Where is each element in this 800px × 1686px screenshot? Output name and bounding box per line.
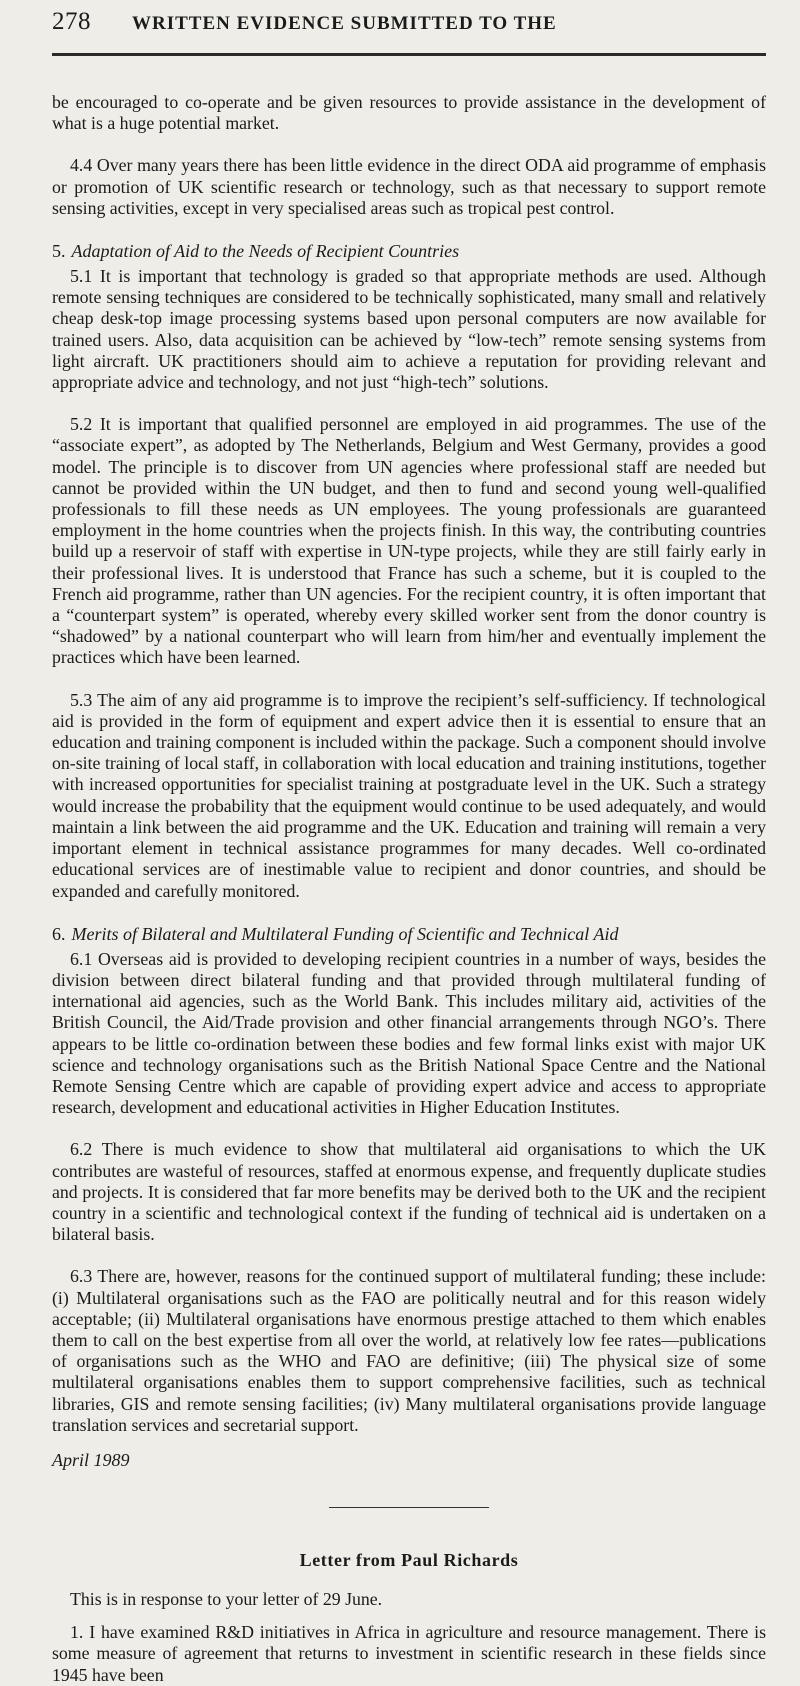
document-body — [52, 92, 766, 1686]
letter-paragraph-1: 1. I have examined R&D initiatives in Africa in agriculture and resource management. There is some measure of agreement that returns to investment in scientific research in these fields since 1945 have been — [52, 1622, 766, 1685]
paragraph-6-1: 6.1 Overseas aid is provided to developing recipient countries in a number of ways, besides the division between direct bilateral funding and that provided through multilateral funding of international aid agencies, such as the World Bank. This includes military aid, activities of the British Council, the Aid/Trade provision and other financial arrangements through NGO’s. There appears to be little co-ordination between these bodies and few formal links exist with major UK science and technology organisations such as the British National Space Centre and the National Remote Sensing Centre which are capable of providing expert advice and access to appropriate research, development and educational activities in Higher Education Institutes. — [52, 948, 766, 1118]
page-number: 278 — [52, 8, 91, 35]
paragraph-5-2: 5.2 It is important that qualified personnel are employed in aid programmes. The use of the “associate expert”, as adopted by The Netherlands, Belgium and West Germany, provides a good model. The principle is to discover from UN agencies where professional staff are needed but cannot be provided within the UN budget, and then to fund and second young well-qualified professionals to fill these needs as UN employees. The young professionals are guaranteed employment in the home countries when the projects finish. In this way, the contributing countries build up a reservoir of staff with expertise in UN-type projects, while they are still fairly early in their professional lives. It is understood that France has such a scheme, but it is coupled to the French aid programme, rather than UN agencies. For the recipient country, it is often important that a “counterpart system” is operated, whereby every skilled worker sent from the donor country is “shadowed” by a national counterpart who will learn from him/her and eventually implement the practices which have been learned. — [52, 414, 766, 668]
section-heading-5 — [52, 240, 766, 262]
paragraph-6-2: 6.2 There is much evidence to show that multilateral aid organisations to which the UK contributes are wasteful of resources, staffed at enormous expense, and frequently duplicate studies and projects. It is considered that far more benefits may be derived both to the UK and the recipient country in a scientific and technological context if the funding of technical aid is undertaken on a bilateral basis. — [52, 1139, 766, 1245]
paragraph-continuation: be encouraged to co-operate and be given resources to provide assistance in the development of what is a huge potential market. — [52, 92, 766, 134]
paragraph-4-4: 4.4 Over many years there has been little evidence in the direct ODA aid programme of emphasis or promotion of UK scientific research or technology, such as that necessary to support remote sensing activities, except in very specialised areas such as tropical pest control. — [52, 155, 766, 218]
section-title: Adaptation of Aid to the Needs of Recipient Countries — [71, 241, 460, 262]
header-rule — [52, 53, 766, 56]
section-number: 5. — [52, 241, 66, 262]
letter-title: Letter from Paul Richards — [299, 1549, 519, 1570]
paragraph-5-1: 5.1 It is important that technology is graded so that appropriate methods are used. Although remote sensing techniques are considered to be technically sophisticated, many small and relatively cheap desk-top image processing systems based upon personal computers are now available for trained users. Also, data acquisition can be achieved by “low-tech” remote sensing systems from light aircraft. UK practitioners should aim to achieve a reputation for providing relevant and appropriate advice and technology, and not just “high-tech” solutions. — [52, 266, 766, 393]
paragraph-5-3: 5.3 The aim of any aid programme is to improve the recipient’s self-sufficiency. If technological aid is provided in the form of equipment and expert advice then it is essential to ensure that an education and training component is included within the package. Such a component should involve on-site training of local staff, in collaboration with local education and training institutions, together with increased opportunities for specialist training at postgraduate level in the UK. Such a strategy would increase the probability that the equipment would continue to be used adequately, and would maintain a link between the aid programme and the UK. Education and training will remain a very important element in technical assistance programmes for many decades. Well co-ordinated educational services are of inestimable value to recipient and donor countries, and should be expanded and carefully monitored. — [52, 689, 766, 901]
date-signoff: April 1989 — [52, 1449, 130, 1470]
running-title: WRITTEN EVIDENCE SUBMITTED TO THE — [132, 13, 557, 34]
letter-intro: This is in response to your letter of 29 June. — [70, 1588, 383, 1609]
paragraph-6-3: 6.3 There are, however, reasons for the continued support of multilateral funding; these include: (i) Multilateral organisations such as the FAO are politically neutral and for this reason widely acceptable; (ii) Multilateral organisations have enormous prestige attached to them which enables them to call on the best expertise from all over the world, at relatively low fee rates—publications of organisations such as the WHO and FAO are definitive; (iii) The physical size of some multilateral organisations enables them to support comprehensive facilities, such as technical libraries, GIS and remote sensing facilities; (iv) Many multilateral organisations provide language translation services and secretarial support. — [52, 1266, 766, 1435]
section-number: 6. — [52, 923, 66, 944]
section-title: Merits of Bilateral and Multilateral Funding of Scientific and Technical Aid — [71, 923, 619, 944]
section-heading-6 — [52, 923, 766, 945]
page-header — [52, 0, 766, 40]
section-divider — [329, 1507, 489, 1508]
